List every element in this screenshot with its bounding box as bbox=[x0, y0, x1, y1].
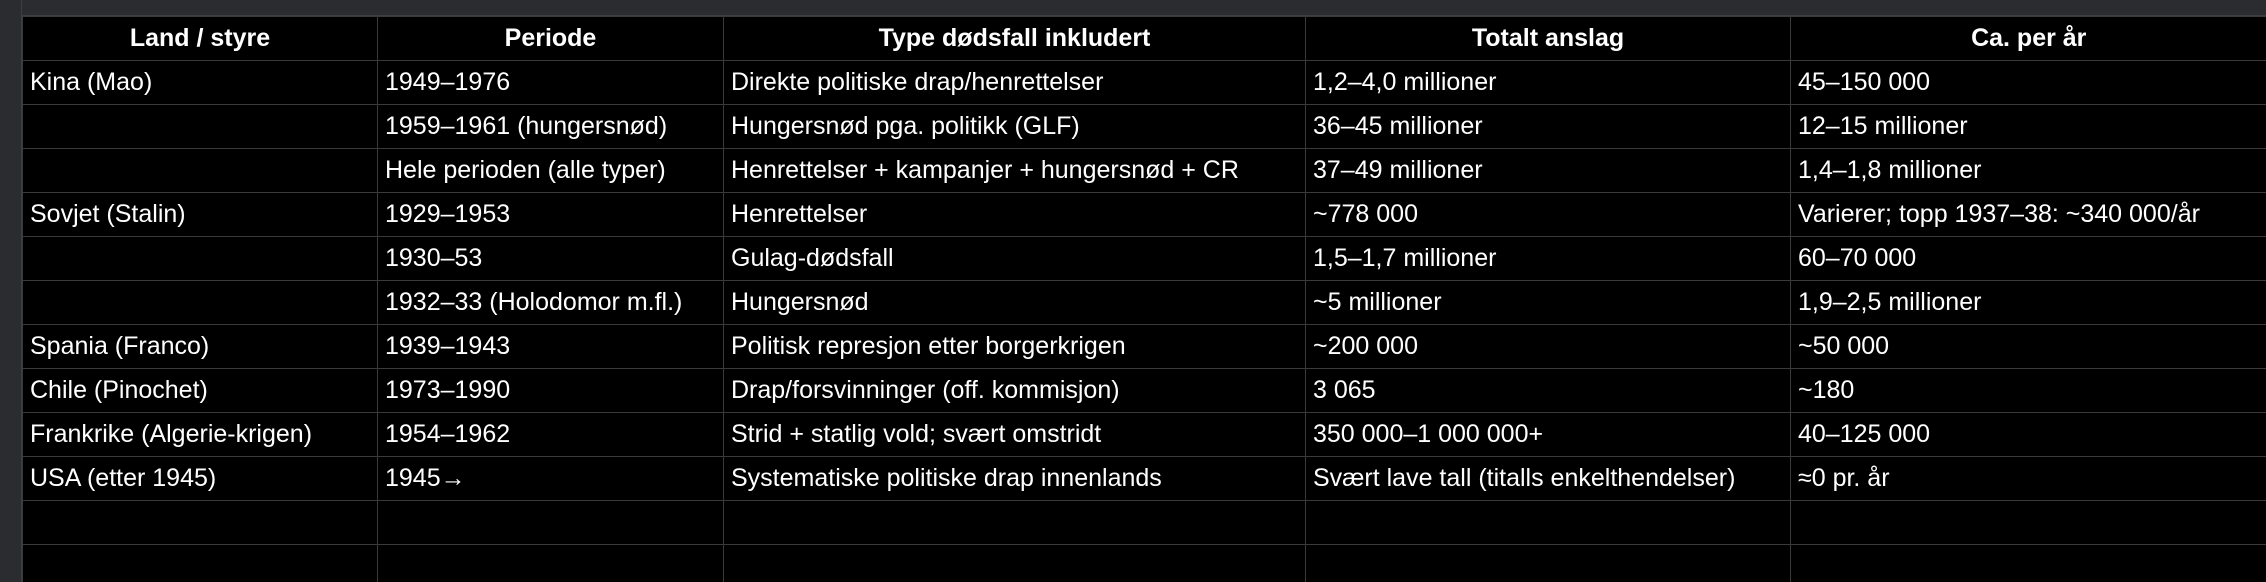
table-cell[interactable]: Hele perioden (alle typer) bbox=[378, 149, 724, 193]
header-cell-per-year[interactable]: Ca. per år bbox=[1791, 17, 2266, 61]
table-cell[interactable]: 1930–53 bbox=[378, 237, 724, 281]
empty-cell[interactable] bbox=[378, 501, 724, 545]
table-cell[interactable]: 1929–1953 bbox=[378, 193, 724, 237]
table-cell[interactable]: Kina (Mao) bbox=[23, 61, 378, 105]
table-cell[interactable]: Sovjet (Stalin) bbox=[23, 193, 378, 237]
header-cell-period[interactable]: Periode bbox=[378, 17, 724, 61]
table-cell[interactable]: Strid + statlig vold; svært omstridt bbox=[724, 413, 1306, 457]
table-cell[interactable]: Direkte politiske drap/henrettelser bbox=[724, 61, 1306, 105]
table-cell[interactable]: 45–150 000 bbox=[1791, 61, 2266, 105]
empty-cell[interactable] bbox=[1306, 501, 1791, 545]
table-cell[interactable]: ~200 000 bbox=[1306, 325, 1791, 369]
empty-cell[interactable] bbox=[378, 545, 724, 582]
table-cell[interactable]: Hungersnød pga. politikk (GLF) bbox=[724, 105, 1306, 149]
table-row bbox=[23, 149, 2266, 193]
table-cell[interactable]: Varierer; topp 1937–38: ~340 000/år bbox=[1791, 193, 2266, 237]
table-cell[interactable]: 37–49 millioner bbox=[1306, 149, 1791, 193]
table-cell[interactable]: Hungersnød bbox=[724, 281, 1306, 325]
table-cell[interactable] bbox=[23, 105, 378, 149]
table-cell[interactable]: Henrettelser + kampanjer + hungersnød + CR bbox=[724, 149, 1306, 193]
table-cell[interactable]: ~180 bbox=[1791, 369, 2266, 413]
table-cell[interactable]: 36–45 millioner bbox=[1306, 105, 1791, 149]
header-cell-country[interactable]: Land / styre bbox=[23, 17, 378, 61]
table-row bbox=[23, 369, 2266, 413]
empty-cell[interactable] bbox=[1791, 501, 2266, 545]
table-row bbox=[23, 281, 2266, 325]
table-cell[interactable]: 60–70 000 bbox=[1791, 237, 2266, 281]
table-cell[interactable]: ~778 000 bbox=[1306, 193, 1791, 237]
table-cell[interactable]: 1932–33 (Holodomor m.fl.) bbox=[378, 281, 724, 325]
table-row bbox=[23, 61, 2266, 105]
table-cell[interactable]: USA (etter 1945) bbox=[23, 457, 378, 501]
table-cell[interactable]: 1,5–1,7 millioner bbox=[1306, 237, 1791, 281]
empty-cell[interactable] bbox=[23, 545, 378, 582]
table-row bbox=[23, 193, 2266, 237]
column-header-strip[interactable] bbox=[22, 0, 2266, 16]
table-cell[interactable]: 350 000–1 000 000+ bbox=[1306, 413, 1791, 457]
header-row bbox=[23, 17, 2266, 61]
table-cell[interactable]: Svært lave tall (titalls enkelthendelser) bbox=[1306, 457, 1791, 501]
table-cell[interactable]: Drap/forsvinninger (off. kommisjon) bbox=[724, 369, 1306, 413]
empty-cell[interactable] bbox=[23, 501, 378, 545]
empty-row bbox=[23, 545, 2266, 582]
table-cell[interactable]: 1973–1990 bbox=[378, 369, 724, 413]
empty-cell[interactable] bbox=[724, 501, 1306, 545]
table-row bbox=[23, 237, 2266, 281]
empty-cell[interactable] bbox=[1791, 545, 2266, 582]
row-header-column[interactable] bbox=[0, 0, 22, 582]
table-cell[interactable] bbox=[23, 237, 378, 281]
table-cell[interactable]: Chile (Pinochet) bbox=[23, 369, 378, 413]
empty-cell[interactable] bbox=[1306, 545, 1791, 582]
table-cell[interactable]: Henrettelser bbox=[724, 193, 1306, 237]
table-cell[interactable]: ≈0 pr. år bbox=[1791, 457, 2266, 501]
table-cell[interactable]: 40–125 000 bbox=[1791, 413, 2266, 457]
table-cell[interactable]: 1,4–1,8 millioner bbox=[1791, 149, 2266, 193]
header-cell-death-type[interactable]: Type dødsfall inkludert bbox=[724, 17, 1306, 61]
table-row bbox=[23, 457, 2266, 501]
table-cell[interactable]: 1959–1961 (hungersnød) bbox=[378, 105, 724, 149]
table-cell[interactable]: 1945→ bbox=[378, 457, 724, 501]
table-row bbox=[23, 325, 2266, 369]
table-row bbox=[23, 105, 2266, 149]
table-cell[interactable]: ~5 millioner bbox=[1306, 281, 1791, 325]
header-cell-total[interactable]: Totalt anslag bbox=[1306, 17, 1791, 61]
table-cell[interactable]: 1,2–4,0 millioner bbox=[1306, 61, 1791, 105]
table-cell[interactable]: Politisk represjon etter borgerkrigen bbox=[724, 325, 1306, 369]
table-cell[interactable] bbox=[23, 281, 378, 325]
table-cell[interactable]: Frankrike (Algerie-krigen) bbox=[23, 413, 378, 457]
table-cell[interactable]: 1939–1943 bbox=[378, 325, 724, 369]
table-cell[interactable]: 1949–1976 bbox=[378, 61, 724, 105]
table-cell[interactable]: 1954–1962 bbox=[378, 413, 724, 457]
data-table bbox=[22, 16, 2266, 582]
empty-cell[interactable] bbox=[724, 545, 1306, 582]
table-cell[interactable]: Gulag-dødsfall bbox=[724, 237, 1306, 281]
table-cell[interactable]: Systematiske politiske drap innenlands bbox=[724, 457, 1306, 501]
table-cell[interactable]: 3 065 bbox=[1306, 369, 1791, 413]
table-cell[interactable]: 12–15 millioner bbox=[1791, 105, 2266, 149]
empty-row bbox=[23, 501, 2266, 545]
table-row bbox=[23, 413, 2266, 457]
table-cell[interactable]: Spania (Franco) bbox=[23, 325, 378, 369]
table-cell[interactable]: ~50 000 bbox=[1791, 325, 2266, 369]
table-cell[interactable] bbox=[23, 149, 378, 193]
table-cell[interactable]: 1,9–2,5 millioner bbox=[1791, 281, 2266, 325]
